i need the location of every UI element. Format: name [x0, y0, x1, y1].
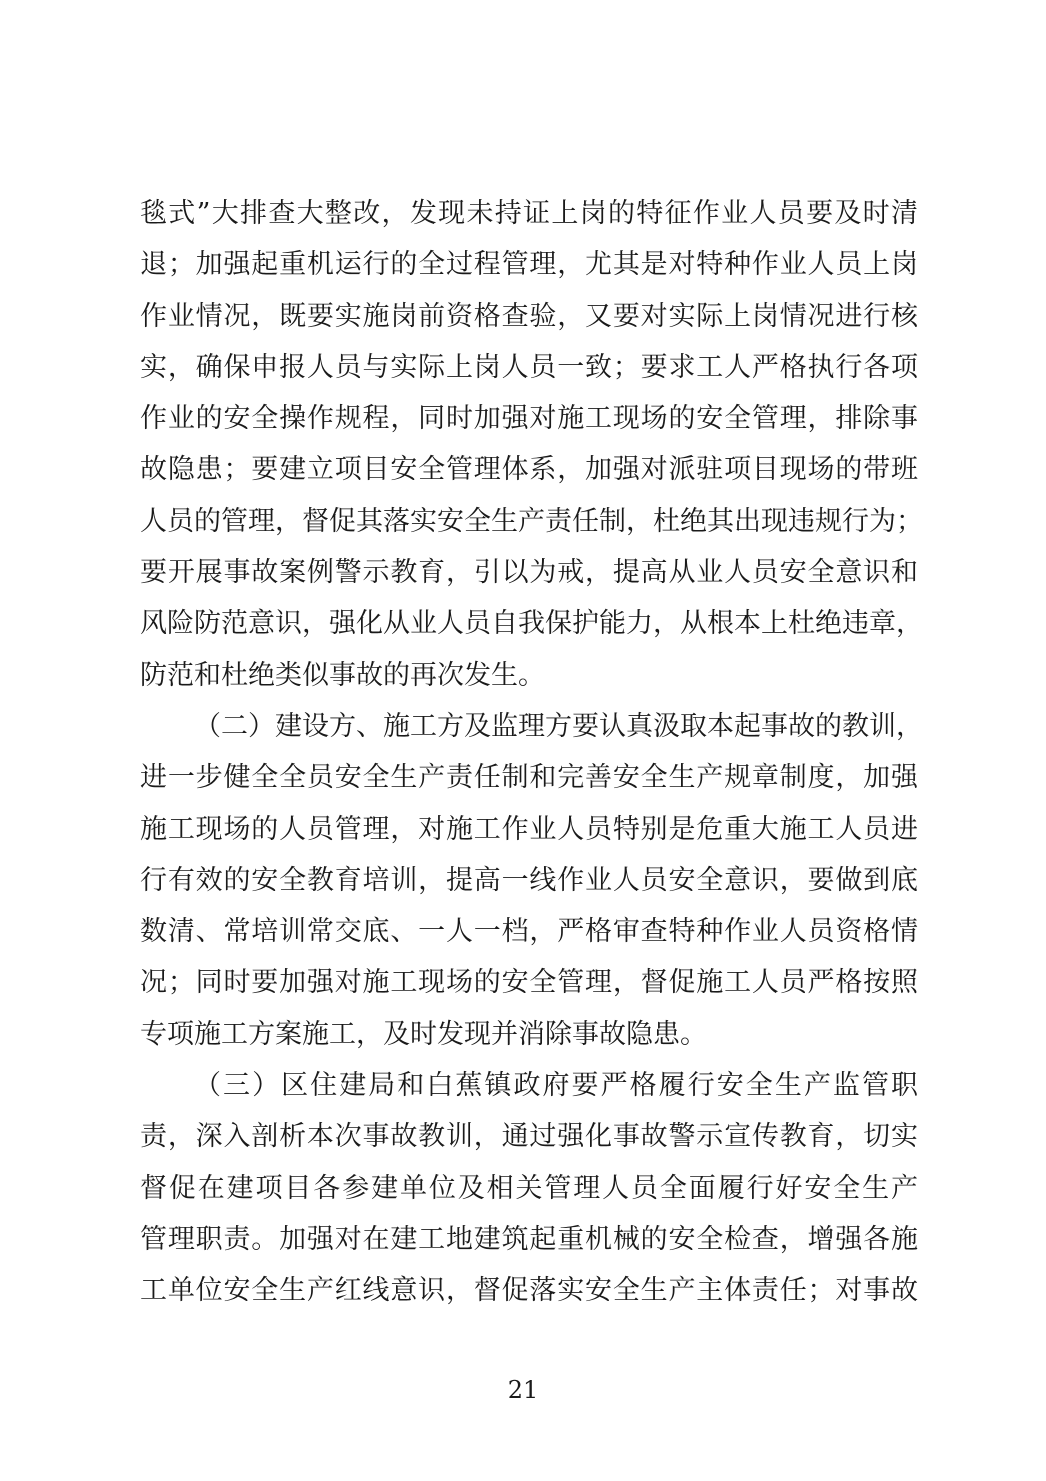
paragraph-2-line-4: 行有效的安全教育培训，提高一线作业人员安全意识，要做到底: [140, 864, 918, 896]
paragraph-2-line-3: 施工现场的人员管理，对施工作业人员特别是危重大施工人员进: [140, 813, 918, 845]
body-text: [140, 188, 923, 1317]
paragraph-2-line-7: 专项施工方案施工，及时发现并消除事故隐患。: [140, 1018, 707, 1050]
paragraph-1-line-10: 防范和杜绝类似事故的再次发生。: [140, 659, 545, 691]
paragraph-1-line-9: 风险防范意识，强化从业人员自我保护能力，从根本上杜绝违章，: [140, 608, 923, 640]
paragraph-3-line-5: 工单位安全生产红线意识，督促落实安全生产主体责任；对事故: [140, 1275, 918, 1307]
paragraph-3-line-1: （三）区住建局和白蕉镇政府要严格履行安全生产监管职: [194, 1070, 918, 1102]
paragraph-2-line-1: （二）建设方、施工方及监理方要认真汲取本起事故的教训，: [194, 710, 923, 742]
paragraph-1-line-5: 作业的安全操作规程，同时加强对施工现场的安全管理，排除事: [140, 403, 918, 435]
paragraph-1-line-7: 人员的管理，督促其落实安全生产责任制，杜绝其出现违规行为；: [140, 505, 923, 537]
page-number: 21: [507, 1376, 539, 1404]
paragraph-1-line-8: 要开展事故案例警示教育，引以为戒，提高从业人员安全意识和: [140, 557, 918, 589]
paragraph-1-line-4: 实，确保申报人员与实际上岗人员一致；要求工人严格执行各项: [140, 351, 918, 383]
paragraph-3-line-2: 责，深入剖析本次事故教训，通过强化事故警示宣传教育，切实: [140, 1121, 918, 1153]
paragraph-1-line-2: 退；加强起重机运行的全过程管理，尤其是对特种作业人员上岗: [140, 249, 918, 281]
paragraph-2-line-2: 进一步健全全员安全生产责任制和完善安全生产规章制度，加强: [140, 762, 918, 794]
paragraph-1-line-6: 故隐患；要建立项目安全管理体系，加强对派驻项目现场的带班: [140, 454, 918, 486]
paragraph-1-line-3: 作业情况，既要实施岗前资格查验，又要对实际上岗情况进行核: [140, 300, 918, 332]
paragraph-3-line-3: 督促在建项目各参建单位及相关管理人员全面履行好安全生产: [140, 1172, 918, 1204]
paragraph-1-line-1: 毯式”大排查大整改，发现未持证上岗的特征作业人员要及时清: [140, 198, 918, 229]
paragraph-3-line-4: 管理职责。加强对在建工地建筑起重机械的安全检查，增强各施: [140, 1223, 918, 1255]
paragraph-2-line-6: 况；同时要加强对施工现场的安全管理，督促施工人员严格按照: [140, 967, 918, 999]
paragraph-2-line-5: 数清、常培训常交底、一人一档，严格审查特种作业人员资格情: [140, 916, 918, 948]
